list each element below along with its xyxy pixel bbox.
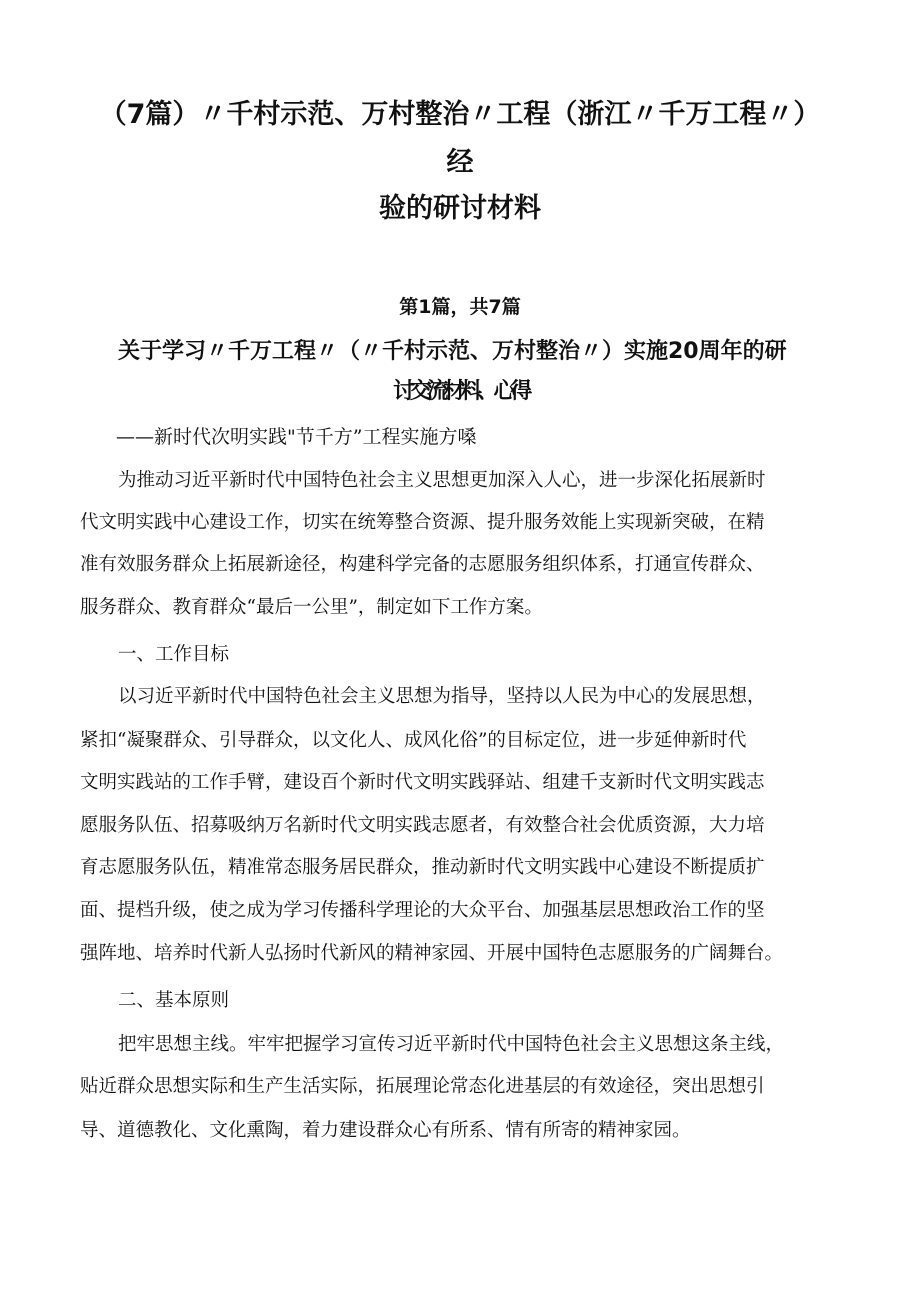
subtitle-line-1: 关于学习〃千万工程〃（〃千村示范、万村整治〃）实施20周年的研 (118, 339, 787, 364)
body-line: 准有效服务群众上拓展新途径，构建科学完备的志愿服务组织体系，打通宣传群众、 (80, 554, 765, 575)
body-line: 把牢思想主线。牢牢把握学习宣传习近平新时代中国特色社会主义思想这条主线， (118, 1034, 785, 1055)
body-line: 文明实践站的工作手臂，建设百个新时代文明实践驿站、组建千支新时代文明实践志 (80, 772, 765, 793)
section-heading: 二、基本原则 (118, 990, 230, 1011)
part-label: 第1篇，共7篇 (399, 296, 521, 318)
subtitle-line-2: 讨交流材料、心得 (392, 379, 527, 404)
section-heading: 一、工作目标 (118, 644, 230, 665)
body-line: 服务群众、教育群众“最后一公里”，制定如下工作方案。 (80, 597, 543, 618)
body-line: 育志愿服务队伍，精准常态服务居民群众，推动新时代文明实践中心建设不断提质扩 (80, 857, 765, 878)
body-line: 代文明实践中心建设工作，切实在统筹整合资源、提升服务效能上实现新突破，在精 (80, 512, 765, 533)
body-line: 愿服务队伍、招募吸纳万名新时代文明实践志愿者，有效整合社会优质资源，大力培 (80, 815, 765, 836)
body-line: 贴近群众思想实际和生产生活实际，拓展理论常态化进基层的有效途径，突出思想引 (80, 1076, 765, 1097)
body-line: 强阵地、培养时代新人弘扬时代新风的精神家园、开展中国特色志愿服务的广阔舞台。 (80, 943, 784, 964)
title-line-3: 验的研讨材料 (379, 193, 541, 224)
body-line: 面、提档升级，使之成为学习传播科学理论的大众平台、加强基层思想政治工作的坚 (80, 900, 765, 921)
sub-heading-dash-line: ——新时代次明实践"节千方”工程实施方嗓 (116, 426, 477, 448)
body-line: 紧扣“凝聚群众、引导群众，以文化人、成风化俗”的目标定位，进一步延伸新时代 (80, 730, 747, 751)
body-line: 以习近平新时代中国特色社会主义思想为指导，坚持以人民为中心的发展思想， (118, 686, 766, 707)
body-line: 导、道德教化、文化熏陶，着力建设群众心有所系、情有所寄的精神家园。 (80, 1120, 691, 1141)
body-line: 为推动习近平新时代中国特色社会主义思想更加深入人心，进一步深化拓展新时 (118, 470, 766, 491)
title-line-1: （7篇）〃千村示范、万村整治〃工程（浙江〃千万工程〃） (99, 99, 821, 130)
title-line-2: 经 (446, 147, 474, 178)
